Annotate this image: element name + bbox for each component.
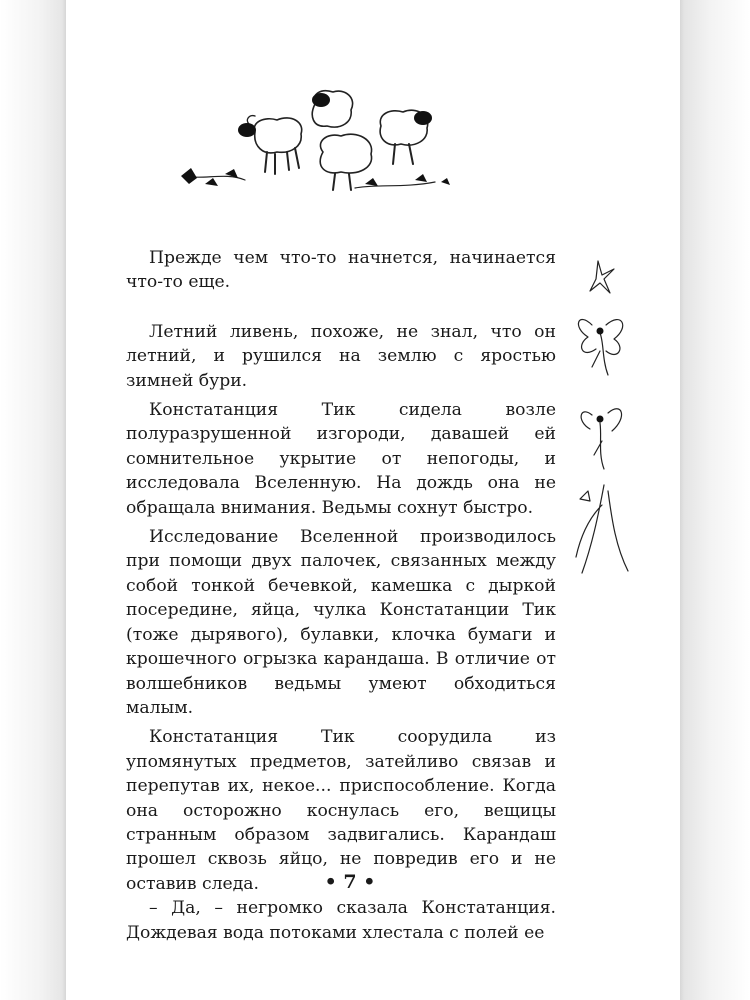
paragraph-6: – Да, – негромко сказала Констатанция. Дождевая вода потоками хлестала с полей ее	[126, 898, 556, 943]
paragraph-1: Прежде чем что-то начнется, начинается что-то еще.	[126, 248, 556, 293]
page-edge-shadow-left	[0, 0, 66, 1000]
paragraph-5: Констатанция Тик соорудила из упомянутых предметов, затейливо связав и перепутав их, некое... приспособление. Когда она осторожно коснулась его, вещицы странным образом задвигались. Карандаш прошел сквозь яйцо, не повредив его и не оставив следа.	[126, 727, 556, 894]
sheep-illustration	[165, 76, 465, 194]
paragraph-3: Констатанция Тик сидела возле полуразрушенной изгороди, давашей ей сомнительное укрытие от непогоды, и исследовала Вселенную. На дождь она не обращала внимания. Ведьмы сохнут быстро.	[126, 400, 556, 518]
body-text	[126, 246, 556, 945]
page-number: • 7 •	[324, 871, 376, 893]
paragraph-4: Исследование Вселенной производилось при помощи двух палочек, связанных между собой тонкой бечевкой, камешка с дыркой посередине, яйца, чулка Констатанции Тик (тоже дырявого), булавки, клочка бумаги и крошечного огрызка карандаша. В отличие от волшебников ведьмы умеют обходиться малым.	[126, 527, 556, 718]
page-edge-shadow-right	[680, 0, 750, 1000]
paragraph-2: Летний ливень, похоже, не знал, что он летний, и рушился на землю с яростью зимней бури.	[126, 321, 556, 391]
fairies-illustration	[568, 255, 638, 580]
